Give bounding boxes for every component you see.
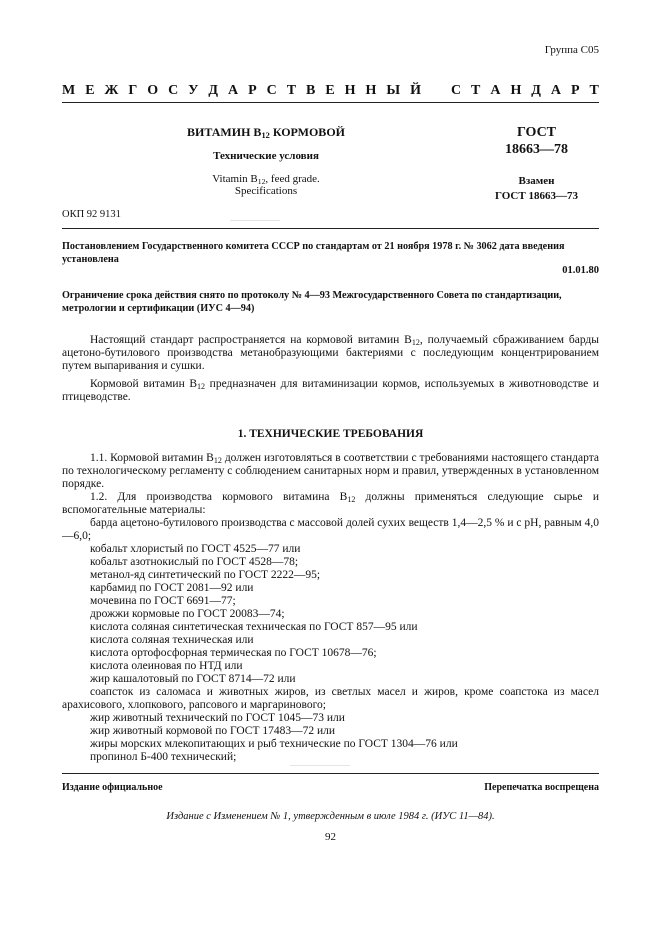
banner-letter: Т <box>286 83 297 98</box>
clause-1-2: 1.2. Для производства кормового витамина $В_{12}$ должны применяться следующие сырье и вспомогательные материалы: <box>62 491 599 516</box>
banner-letter: С <box>450 83 462 98</box>
intro-paragraph-2: Кормовой витамин $В_{12}$ предназначен для витаминизации кормов, используемых в животноводстве и птицеводстве. <box>62 378 599 403</box>
section-heading: 1. ТЕХНИЧЕСКИЕ ТРЕБОВАНИЯ <box>237 428 424 440</box>
material-item: кислота соляная техническая или <box>90 634 254 646</box>
banner-letter: Ж <box>104 83 119 98</box>
material-item: жир животный технический по ГОСТ 1045—73 или <box>90 712 345 724</box>
banner-gap <box>431 83 441 99</box>
soapstock-material: соапсток из саломаса и животных жиров, из светлых масел и жиров, кроме соапстока из масел арахисового, хлопкового, рапсового и маргаринового; <box>62 686 599 711</box>
scan-artifact <box>290 765 350 766</box>
material-item: кислота олеиновая по НТД или <box>90 660 243 672</box>
amendment-note: Издание с Изменением № 1, утвержденным в июле 1984 г. (ИУС 11—84). <box>166 811 495 822</box>
banner-letter: С <box>266 83 277 98</box>
material-item: кобальт азотнокислый по ГОСТ 4528—78; <box>90 556 299 568</box>
banner-letter: У <box>188 83 199 98</box>
material-item: метанол-яд синтетический по ГОСТ 2222—95; <box>90 569 321 581</box>
header-rule <box>62 228 599 229</box>
banner-letter: О <box>147 83 159 98</box>
banner-letter: А <box>490 83 501 98</box>
page-number: 92 <box>325 831 336 843</box>
banner-rule <box>62 102 599 103</box>
decree-text: Постановлением Государственного комитета СССР по стандартам от 21 ноября 1978 г. № 3062 дата введения установлена <box>62 241 565 265</box>
banner-letter: В <box>306 83 316 98</box>
banner-letter: Й <box>410 83 421 98</box>
material-item: дрожжи кормовые по ГОСТ 20083—74; <box>90 608 285 620</box>
banner-letter: Н <box>344 83 356 98</box>
okp-code: ОКП 92 9131 <box>62 209 121 220</box>
material-item: кислота ортофосфорная термическая по ГОСТ 10678—76; <box>90 647 377 659</box>
limitation-text: Ограничение срока действия снято по протоколу № 4—93 Межгосударственного Совета по стандартизации, метрологии и сертификации (ИУС 4—94) <box>62 290 562 314</box>
barda-material: барда ацетоно-бутилового производства с массовой долей сухих веществ 1,4—2,5 % и с рН, равным 4,0—6,0; <box>62 517 599 542</box>
material-item: пропинол Б-400 технический; <box>90 751 237 763</box>
banner-letter: Г <box>128 83 138 98</box>
banner-letter: А <box>228 83 239 98</box>
document-subtitle: Технические условия <box>213 150 319 162</box>
banner-letter: Н <box>365 83 377 98</box>
intro-paragraph-1: Настоящий стандарт распространяется на кормовой витамин $В_{12}$, получаемый сбраживанием барды ацетоно-бутилового производства метанобразующими бактериями с последующим концентрированием путем выпаривания и сушки. <box>62 334 599 372</box>
english-title: Vitamin $B_{12}$, feed grade. Specifications <box>212 173 320 197</box>
banner-letter: Т <box>471 83 481 98</box>
material-item: жир животный кормовой по ГОСТ 17483—72 или <box>90 725 336 737</box>
reprint-notice: Перепечатка воспрещена <box>484 782 599 793</box>
footer-rule <box>62 773 599 774</box>
banner-letter: Е <box>325 83 335 98</box>
banner-letter: Т <box>589 83 599 98</box>
banner-letter: С <box>168 83 179 98</box>
material-item: карбамид по ГОСТ 2081—92 или <box>90 582 254 594</box>
banner-letter: Е <box>85 83 95 98</box>
introduction-date: 01.01.80 <box>562 265 599 276</box>
banner-letter: Д <box>531 83 541 98</box>
banner-letter: Р <box>248 83 257 98</box>
banner-letter: М <box>62 83 76 98</box>
banner-letter: А <box>550 83 562 98</box>
banner-letter: Н <box>510 83 522 98</box>
official-edition: Издание официальное <box>62 782 163 793</box>
scan-artifact <box>230 220 280 221</box>
gost-number: ГОСТ 18663—78 <box>505 125 568 157</box>
banner-letter: Д <box>208 83 219 98</box>
standard-banner <box>62 83 599 99</box>
replaces-standard: Взамен ГОСТ 18663—73 <box>495 175 578 202</box>
banner-letter: Р <box>571 83 580 98</box>
material-item: кобальт хлористый по ГОСТ 4525—77 или <box>90 543 301 555</box>
banner-letter: Ы <box>386 83 401 98</box>
material-item: жир кашалотовый по ГОСТ 8714—72 или <box>90 673 296 685</box>
material-item: жиры морских млекопитающих и рыб технические по ГОСТ 1304—76 или <box>90 738 458 750</box>
material-item: мочевина по ГОСТ 6691—77; <box>90 595 236 607</box>
document-title: ВИТАМИН $В_{12}$ КОРМОВОЙ <box>187 125 345 140</box>
group-code: Группа С05 <box>544 44 599 56</box>
material-item: кислота соляная синтетическая техническая по ГОСТ 857—95 или <box>90 621 418 633</box>
clause-1-1: 1.1. Кормовой витамин $В_{12}$ должен изготовляться в соответствии с требованиями настоящего стандарта по технологическому регламенту с соблюдением санитарных норм и правил, утвержденных в установленном порядке. <box>62 452 599 490</box>
